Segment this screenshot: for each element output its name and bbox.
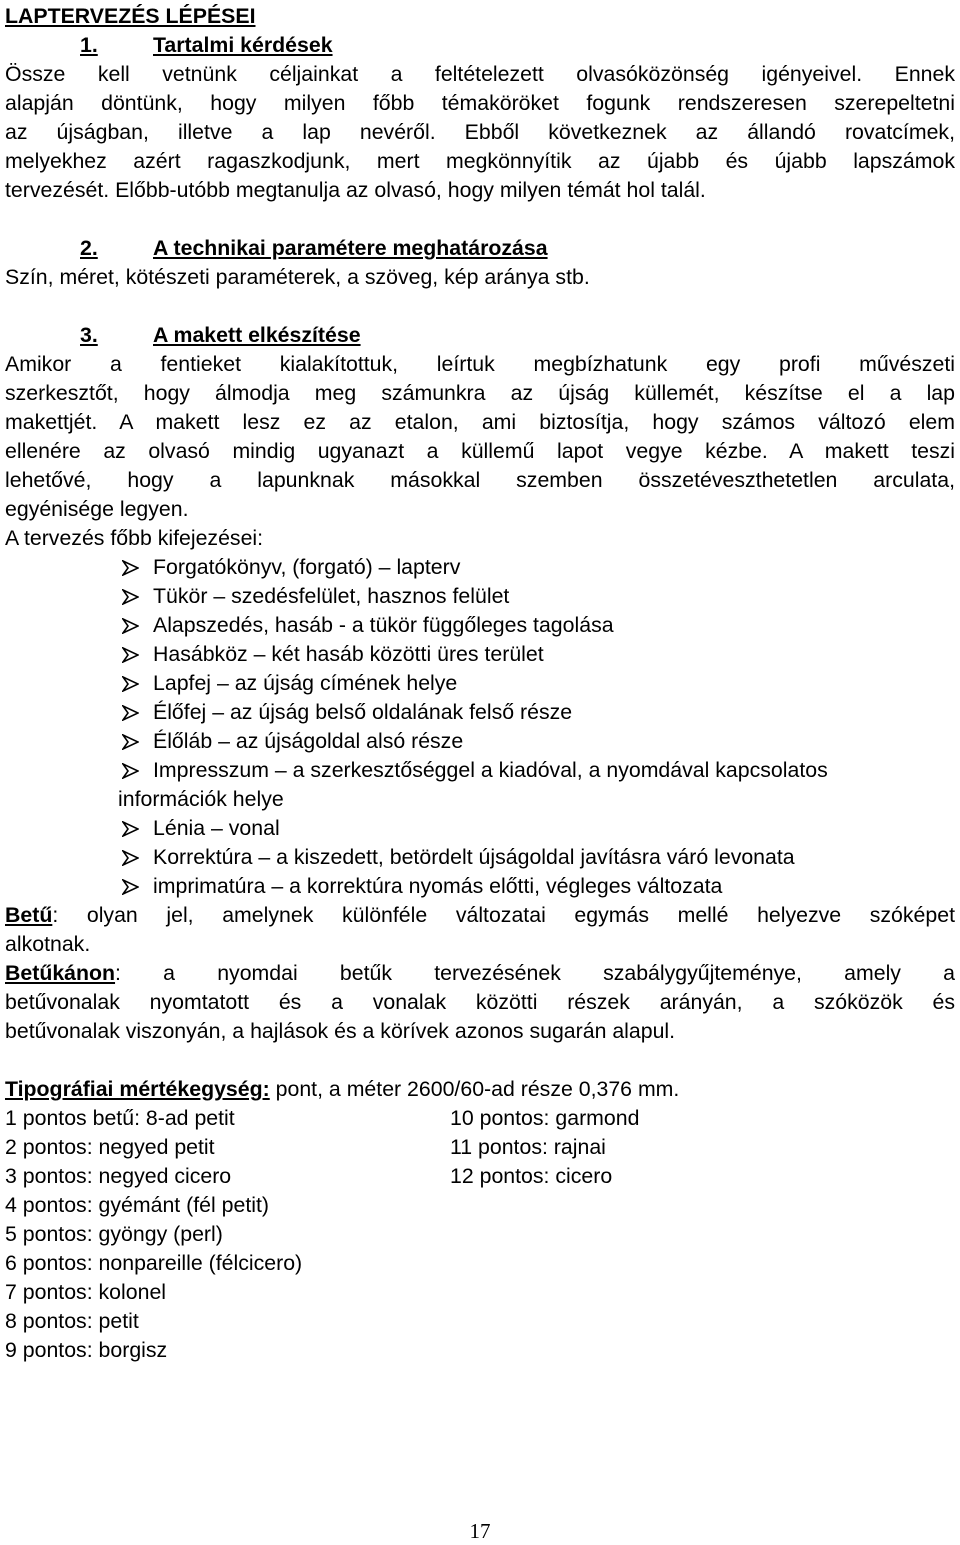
section-1-heading: [5, 31, 955, 60]
points-table: [5, 1104, 955, 1365]
points-left-cell: 2 pontos: negyed petit: [5, 1135, 215, 1159]
term-text: Alapszedés, hasáb - a tükör függőleges tagolása: [153, 613, 614, 637]
betukanon-line-1: [5, 959, 955, 988]
list-item: [5, 669, 955, 698]
table-row: [5, 1104, 955, 1133]
section-1-line: Össze kell vetnünk céljainkat a feltételezett olvasóközönség igényeivel. Ennek: [5, 62, 955, 86]
section-3-heading: [5, 321, 955, 350]
table-row: [5, 1278, 955, 1307]
section-2-text: Szín, méret, kötészeti paraméterek, a szöveg, kép aránya stb.: [5, 265, 590, 289]
betu-line-1: [5, 901, 955, 930]
table-row: [5, 1220, 955, 1249]
section-3-line: lehetővé, hogy a lapunknak másokkal szemben összetéveszthetetlen arculata,: [5, 468, 955, 492]
list-item: [5, 843, 955, 872]
betukanon-definition: [5, 959, 955, 1046]
list-item: [5, 872, 955, 901]
section-3-line: makettjét. A makett lesz ez az etalon, ami biztosítja, hogy számos változó elem: [5, 410, 955, 434]
table-row: [5, 1191, 955, 1220]
term-text: Impresszum – a szerkesztőséggel a kiadóval, a nyomdával kapcsolatos: [153, 758, 828, 782]
points-left-cell: 4 pontos: gyémánt (fél petit): [5, 1193, 269, 1217]
section-3-line: Amikor a fentieket kialakítottuk, leírtuk megbízhatunk egy profi művészeti: [5, 352, 955, 376]
term-text: Hasábköz – két hasáb közötti üres terület: [153, 642, 544, 666]
section-3-line: egyénisége legyen.: [5, 497, 189, 521]
section-3-body: [5, 350, 955, 524]
list-item: [5, 698, 955, 727]
term-text: Élőfej – az újság belső oldalának felső része: [153, 700, 573, 724]
list-item: [5, 814, 955, 843]
tipo-definition: [5, 1075, 955, 1104]
section-3-title: A makett elkészítése: [153, 323, 361, 347]
points-left-cell: 7 pontos: kolonel: [5, 1280, 167, 1304]
list-item: [5, 582, 955, 611]
section-2-title: A technikai paramétere meghatározása: [153, 236, 548, 260]
tipo-text: pont, a méter 2600/60-ad része 0,376 mm.: [269, 1077, 680, 1101]
section-3-line: ellenére az olvasó mindig ugyanazt a küllemű lapot vegye kézbe. A makett teszi: [5, 439, 955, 463]
section-1-title: Tartalmi kérdések: [153, 33, 333, 57]
term-text: Lénia – vonal: [153, 816, 280, 840]
section-2-heading: [5, 234, 955, 263]
points-right-cell: 12 pontos: cicero: [450, 1164, 613, 1188]
arrow-bullet-icon: [122, 850, 139, 866]
section-1-line: tervezését. Előbb-utóbb megtanulja az olvasó, hogy milyen témát hol talál.: [5, 178, 706, 202]
term-text: Tükör – szedésfelület, hasznos felület: [153, 584, 510, 608]
points-left-cell: 9 pontos: borgisz: [5, 1338, 168, 1362]
arrow-bullet-icon: [122, 647, 139, 663]
term-text: imprimatúra – a korrektúra nyomás előtti, végleges változata: [153, 874, 723, 898]
section-3-line: szerkesztőt, hogy álmodja meg számunkra az újság küllemét, készítse el a lap: [5, 381, 955, 405]
points-left-cell: 8 pontos: petit: [5, 1309, 139, 1333]
tipo-term: Tipográfiai mértékegység:: [5, 1077, 270, 1101]
list-item: [5, 553, 955, 582]
betu-line-2: alkotnak.: [5, 932, 91, 956]
points-left-cell: 6 pontos: nonpareille (félcicero): [5, 1251, 303, 1275]
arrow-bullet-icon: [122, 618, 139, 634]
points-left-cell: 5 pontos: gyöngy (perl): [5, 1222, 223, 1246]
arrow-bullet-icon: [122, 676, 139, 692]
list-item: [5, 727, 955, 756]
arrow-bullet-icon: [122, 705, 139, 721]
arrow-bullet-icon: [122, 734, 139, 750]
section-2-number: 2.: [80, 236, 98, 260]
points-left-cell: 3 pontos: negyed cicero: [5, 1164, 232, 1188]
table-row: [5, 1133, 955, 1162]
arrow-bullet-icon: [122, 821, 139, 837]
betukanon-term: Betűkánon: [5, 961, 116, 985]
term-text: Lapfej – az újság címének helye: [153, 671, 458, 695]
arrow-bullet-icon: [122, 589, 139, 605]
terms-list: [5, 553, 955, 901]
list-item: [5, 640, 955, 669]
betu-definition: [5, 901, 955, 959]
term-text-continued: információk helye: [118, 787, 284, 811]
section-1-line: az újságban, illetve a lap nevéről. Ebből következnek az állandó rovatcímek,: [5, 120, 955, 144]
page-title: LAPTERVEZÉS LÉPÉSEI: [5, 4, 256, 28]
terms-intro: A tervezés főbb kifejezései:: [5, 526, 264, 550]
page-number: 17: [469, 1519, 491, 1543]
section-3-number: 3.: [80, 323, 98, 347]
points-right-cell: 11 pontos: rajnai: [450, 1135, 606, 1159]
points-right-cell: 10 pontos: garmond: [450, 1106, 640, 1130]
table-row: [5, 1307, 955, 1336]
betukanon-line-3: betűvonalak viszonyán, a hajlások és a körívek azonos sugarán alapul.: [5, 1019, 676, 1043]
term-text: Élőláb – az újságoldal alsó része: [153, 729, 464, 753]
section-1-body: [5, 60, 955, 205]
list-item: [5, 611, 955, 640]
term-text: Forgatókönyv, (forgató) – lapterv: [153, 555, 461, 579]
term-text: Korrektúra – a kiszedett, betördelt újságoldal javításra váró levonata: [153, 845, 795, 869]
betukanon-line-2: betűvonalak nyomtatott és a vonalak közötti részek arányán, a szóközök és: [5, 990, 955, 1014]
arrow-bullet-icon: [122, 879, 139, 895]
arrow-bullet-icon: [122, 763, 139, 779]
betu-term: Betű: [5, 903, 53, 927]
list-item: [5, 756, 955, 814]
betukanon-text: : a nyomdai betűk tervezésének szabálygyűjteménye, amely a: [115, 961, 955, 985]
arrow-bullet-icon: [122, 560, 139, 576]
section-1-number: 1.: [80, 33, 98, 57]
table-row: [5, 1336, 955, 1365]
table-row: [5, 1249, 955, 1278]
points-left-cell: 1 pontos betű: 8-ad petit: [5, 1106, 235, 1130]
section-1-line: alapján döntünk, hogy milyen főbb témaköröket fogunk rendszeresen szerepeltetni: [5, 91, 955, 115]
section-1-line: melyekhez azért ragaszkodjunk, mert megkönnyítik az újabb és újabb lapszámok: [5, 149, 955, 173]
table-row: [5, 1162, 955, 1191]
betu-text: : olyan jel, amelynek különféle változatai egymás mellé helyezve szóképet: [52, 903, 955, 927]
